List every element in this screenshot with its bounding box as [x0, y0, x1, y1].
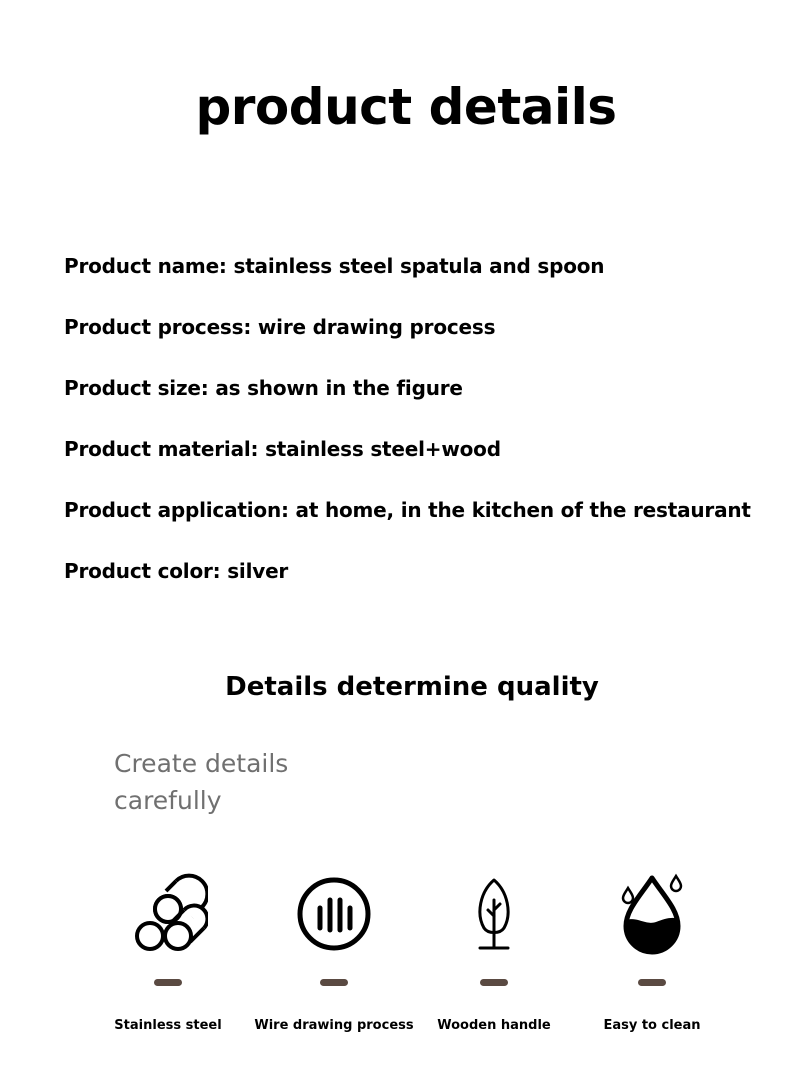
- feature-label: Wire drawing process: [254, 1018, 414, 1033]
- water-drop-icon: [612, 870, 692, 955]
- feature-divider: [320, 979, 348, 986]
- feature-easy-clean: [572, 870, 732, 1050]
- pipes-icon: [128, 870, 208, 955]
- feature-wire-drawing: [254, 870, 414, 1050]
- spec-product-application: Product application: at home, in the kitchen of the restaurant: [64, 498, 751, 522]
- tagline-line-2: carefully: [114, 786, 222, 815]
- spec-product-size: Product size: as shown in the figure: [64, 376, 463, 400]
- section-heading: Details determine quality: [225, 672, 599, 702]
- feature-wooden-handle: [414, 870, 574, 1050]
- feature-label: Wooden handle: [437, 1018, 551, 1033]
- spec-product-name: Product name: stainless steel spatula and spoon: [64, 254, 605, 278]
- tagline: [114, 745, 288, 819]
- feature-stainless-steel: [88, 870, 248, 1050]
- feature-divider: [480, 979, 508, 986]
- spec-product-process: Product process: wire drawing process: [64, 315, 496, 339]
- tagline-line-1: Create details: [114, 749, 289, 778]
- spec-product-color: Product color: silver: [64, 559, 289, 583]
- feature-divider: [154, 979, 182, 986]
- feature-label: Stainless steel: [114, 1018, 222, 1033]
- page-title: product details: [195, 78, 617, 136]
- tree-icon: [454, 870, 534, 955]
- feature-divider: [638, 979, 666, 986]
- feature-label: Easy to clean: [603, 1018, 701, 1033]
- brushed-lines-icon: [294, 870, 374, 955]
- spec-list: [64, 250, 751, 616]
- spec-product-material: Product material: stainless steel+wood: [64, 437, 501, 461]
